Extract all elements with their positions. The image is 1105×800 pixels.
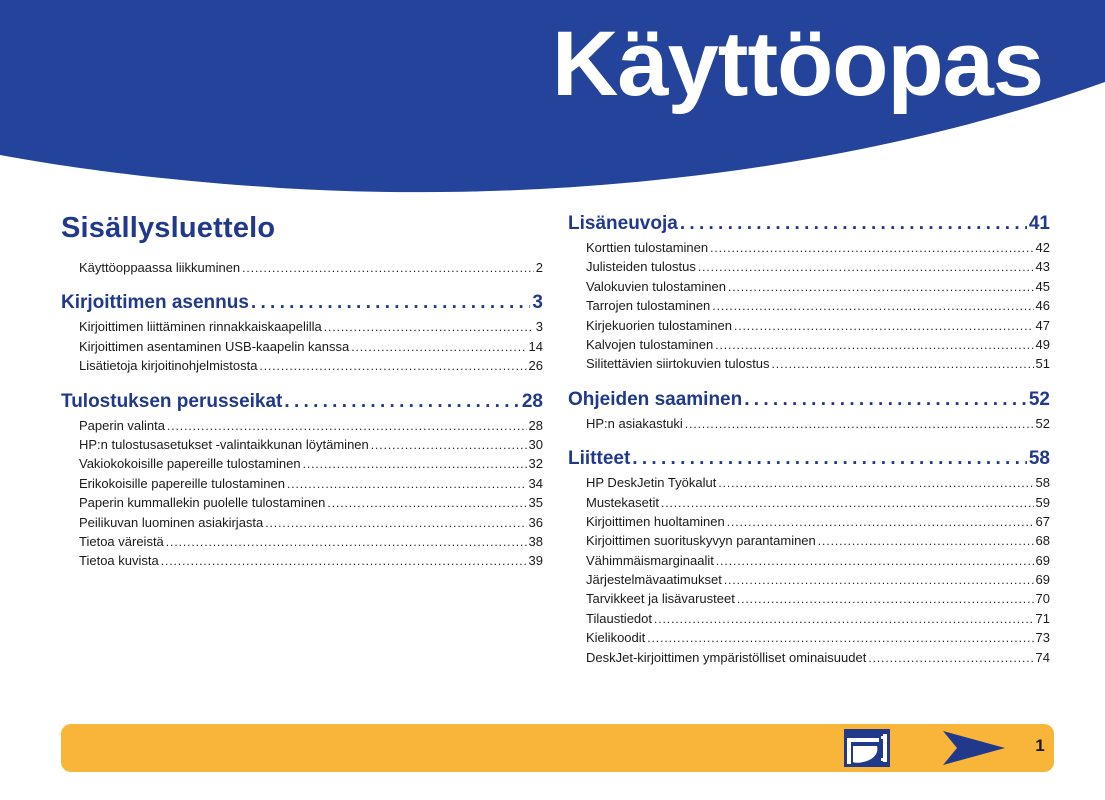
toc-entry[interactable]	[586, 531, 1050, 550]
toc-entry-page: 39	[528, 553, 543, 569]
toc-entry-label: Vakiokokoisille papereille tulostaminen	[79, 456, 301, 472]
dot-leader	[259, 356, 526, 376]
dot-leader	[654, 609, 1034, 629]
toc-entry-page: 45	[1035, 278, 1050, 294]
dot-leader	[167, 416, 527, 436]
toc-entry-label: Erikokoisille papereille tulostaminen	[79, 475, 285, 491]
toc-entry-label: Valokuvien tulostaminen	[586, 278, 726, 294]
toc-entry-page: 52	[1035, 415, 1050, 431]
toc-entry-page: 47	[1035, 317, 1050, 333]
toc-entry-label: Kirjekuorien tulostaminen	[586, 317, 732, 333]
toc-entry-page: 71	[1035, 610, 1050, 626]
toc-entry-label: HP:n tulostusasetukset -valintaikkunan löytäminen	[79, 436, 369, 452]
toc-entry[interactable]	[586, 316, 1050, 335]
dot-leader	[715, 335, 1033, 355]
toc-entry[interactable]	[79, 493, 543, 512]
toc-right-column	[568, 210, 1050, 667]
toc-left-column	[61, 258, 543, 571]
toc-entry-page: 30	[528, 436, 543, 452]
toc-entry-label: Kirjoittimen liittäminen rinnakkaiskaapelilla	[79, 319, 322, 335]
toc-section-label: Kirjoittimen asennus	[61, 292, 249, 314]
toc-entry[interactable]	[586, 277, 1050, 296]
toc-entry-label: Tietoa väreistä	[79, 533, 164, 549]
toc-entry[interactable]	[586, 648, 1050, 667]
dot-leader	[724, 570, 1034, 590]
toc-entry[interactable]	[79, 416, 543, 435]
toc-entry-label: Silitettävien siirtokuvien tulostus	[586, 356, 770, 372]
toc-entry[interactable]	[79, 474, 543, 493]
toc-entry-page: 2	[535, 260, 543, 275]
toc-entry-label: Tarrojen tulostaminen	[586, 298, 711, 314]
dot-leader	[716, 551, 1034, 571]
toc-section-label: Lisäneuvoja	[568, 213, 678, 234]
toc-entry-label: HP:n asiakastuki	[586, 415, 683, 431]
toc-entry-label: Kalvojen tulostaminen	[586, 336, 714, 352]
toc-entry-label: Kirjoittimen suorituskyvyn parantaminen	[586, 533, 816, 549]
toc-entry[interactable]	[586, 354, 1050, 373]
dot-leader	[287, 474, 527, 494]
toc-section-label: Tulostuksen perusseikat	[61, 390, 283, 412]
toc-entry-label: Lisätietoja kirjoitinohjelmistosta	[79, 358, 258, 374]
toc-section-page: 3	[532, 292, 543, 314]
toc-entry-page: 70	[1035, 591, 1050, 607]
toc-entry[interactable]	[79, 551, 543, 570]
toc-entry-label: Julisteiden tulostus	[586, 259, 696, 275]
dot-leader	[818, 531, 1034, 551]
dot-leader	[685, 414, 1034, 434]
toc-entry-page: 49	[1035, 336, 1050, 352]
dot-leader	[324, 317, 534, 337]
toc-entry-label: Paperin kummallekin puolelle tulostaminen	[79, 495, 326, 511]
dot-leader	[251, 289, 531, 317]
toc-entry-page: 68	[1035, 533, 1050, 549]
toc-entry-label: Järjestelmävaatimukset	[586, 572, 722, 588]
dot-leader	[710, 238, 1033, 258]
toc-entry-page: 34	[528, 475, 543, 491]
dot-leader	[680, 210, 1027, 238]
dot-leader	[327, 493, 526, 513]
dot-leader	[698, 257, 1034, 277]
dot-leader	[351, 337, 526, 357]
toc-entry-page: 58	[1035, 475, 1050, 491]
dot-leader	[734, 316, 1034, 336]
dot-leader	[647, 628, 1033, 648]
book-icon[interactable]	[843, 728, 891, 768]
toc-entry-label: Paperin valinta	[79, 417, 165, 433]
toc-entry-page: 36	[528, 514, 543, 530]
toc-entry[interactable]	[586, 493, 1050, 512]
toc-entry[interactable]	[586, 570, 1050, 589]
dot-leader	[772, 354, 1034, 374]
toc-entry-label: HP DeskJetin Työkalut	[586, 475, 717, 491]
toc-entry[interactable]	[586, 238, 1050, 257]
toc-entry[interactable]	[586, 414, 1050, 433]
toc-section[interactable]	[61, 289, 543, 317]
toc-section[interactable]	[568, 386, 1050, 414]
dot-leader	[868, 648, 1033, 668]
dot-leader	[303, 454, 527, 474]
toc-entry-label: Käyttöoppaassa liikkuminen	[79, 260, 241, 275]
toc-entry-page: 42	[1035, 240, 1050, 255]
toc-section-label: Ohjeiden saaminen	[568, 388, 743, 410]
toc-entry[interactable]	[586, 551, 1050, 570]
toc-entry-label: Tietoa kuvista	[79, 553, 159, 569]
toc-entry-label: Tilaustiedot	[586, 610, 652, 626]
toc-entry-label: Kielikoodit	[586, 630, 646, 646]
toc-entry-page: 35	[528, 495, 543, 511]
toc-entry-page: 28	[528, 417, 543, 433]
dot-leader	[727, 512, 1034, 532]
next-arrow-icon[interactable]	[942, 730, 1006, 766]
toc-entry-label: Kirjoittimen asentaminen USB-kaapelin kanssa	[79, 338, 350, 354]
toc-entry[interactable]	[79, 532, 543, 551]
toc-entry[interactable]	[79, 258, 543, 277]
toc-entry-page: 69	[1035, 552, 1050, 568]
toc-entry-page: 69	[1035, 572, 1050, 588]
toc-entry-page: 51	[1035, 356, 1050, 372]
toc-entry-label: Peilikuvan luominen asiakirjasta	[79, 514, 264, 530]
toc-entry-page: 14	[528, 338, 543, 354]
toc-entry-page: 43	[1035, 259, 1050, 275]
toc-entry[interactable]	[79, 435, 543, 454]
toc-entry[interactable]	[586, 589, 1050, 608]
toc-entry-page: 67	[1035, 513, 1050, 529]
toc-entry[interactable]	[79, 356, 543, 375]
toc-entry-label: Mustekasetit	[586, 494, 659, 510]
page-number: 1	[1035, 736, 1045, 755]
toc-entry[interactable]	[79, 337, 543, 356]
toc-heading: Sisällysluettelo	[61, 212, 276, 244]
toc-entry-page: 38	[528, 533, 543, 549]
toc-section-page: 28	[521, 390, 543, 412]
toc-entry-page: 46	[1035, 298, 1050, 314]
toc-entry-page: 59	[1035, 494, 1050, 510]
dot-leader	[265, 513, 526, 533]
toc-entry[interactable]	[586, 296, 1050, 315]
toc-entry[interactable]	[79, 317, 543, 336]
toc-entry-page: 32	[528, 456, 543, 472]
dot-leader	[161, 551, 527, 571]
toc-entry-page: 3	[535, 319, 543, 335]
dot-leader	[712, 296, 1033, 316]
footer-bar	[61, 724, 1054, 772]
dot-leader	[737, 589, 1034, 609]
manual-title: Käyttöopas	[552, 13, 1043, 115]
toc-entry[interactable]	[586, 473, 1050, 492]
toc-section[interactable]	[61, 388, 543, 416]
toc-section[interactable]	[568, 210, 1050, 238]
toc-entry[interactable]	[586, 628, 1050, 647]
toc-entry-page: 26	[528, 358, 543, 374]
toc-entry[interactable]	[586, 609, 1050, 628]
toc-entry-label: Korttien tulostaminen	[586, 240, 709, 255]
dot-leader	[284, 388, 519, 416]
toc-entry[interactable]	[586, 512, 1050, 531]
toc-section-label: Liitteet	[568, 448, 631, 470]
toc-entry[interactable]	[79, 513, 543, 532]
toc-entry[interactable]	[79, 454, 543, 473]
toc-entry-page: 74	[1035, 649, 1050, 665]
toc-entry-page: 73	[1035, 630, 1050, 646]
toc-entry[interactable]	[586, 257, 1050, 276]
dot-leader	[632, 445, 1027, 473]
toc-entry[interactable]	[586, 335, 1050, 354]
toc-entry-label: Kirjoittimen huoltaminen	[586, 513, 725, 529]
toc-section-page: 58	[1028, 448, 1050, 470]
dot-leader	[728, 277, 1034, 297]
dot-leader	[744, 386, 1027, 414]
toc-entry-label: DeskJet-kirjoittimen ympäristölliset ominaisuudet	[586, 649, 867, 665]
toc-entry-label: Vähimmäismarginaalit	[586, 552, 714, 568]
dot-leader	[661, 493, 1034, 513]
dot-leader	[718, 473, 1033, 493]
dot-leader	[166, 532, 527, 552]
dot-leader	[242, 258, 534, 278]
toc-section-page: 52	[1028, 388, 1050, 410]
toc-entry-label: Tarvikkeet ja lisävarusteet	[586, 591, 735, 607]
toc-section[interactable]	[568, 445, 1050, 473]
dot-leader	[371, 435, 527, 455]
toc-section-page: 41	[1028, 213, 1050, 234]
